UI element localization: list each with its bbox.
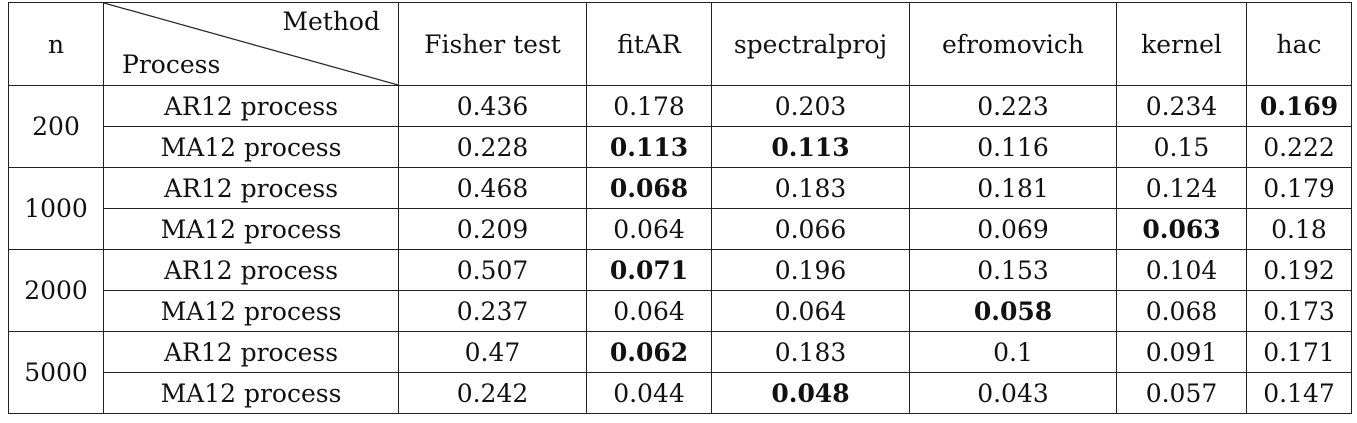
value-cell: 0.064: [587, 291, 712, 332]
value-cell: [587, 168, 712, 209]
results-table: [8, 2, 1352, 414]
header-row: [9, 3, 1352, 86]
value-cell: 0.179: [1247, 168, 1352, 209]
value-cell: 0.223: [910, 86, 1117, 127]
process-name: AR12 process: [104, 332, 399, 373]
value-cell: 0.1: [910, 332, 1117, 373]
table-row: [9, 332, 1352, 373]
value-cell: 0.178: [587, 86, 712, 127]
value-cell: [587, 250, 712, 291]
value-cell: 0.242: [399, 373, 587, 414]
method-header: kernel: [1117, 3, 1247, 86]
value-cell: 0.104: [1117, 250, 1247, 291]
best-value: 0.113: [609, 132, 689, 162]
process-name: MA12 process: [104, 209, 399, 250]
process-name: AR12 process: [104, 86, 399, 127]
value-cell: 0.171: [1247, 332, 1352, 373]
process-method-header: [104, 3, 399, 86]
n-value: 5000: [9, 332, 104, 414]
value-cell: 0.209: [399, 209, 587, 250]
value-cell: 0.237: [399, 291, 587, 332]
value-cell: 0.18: [1247, 209, 1352, 250]
value-cell: 0.044: [587, 373, 712, 414]
method-header: fitAR: [587, 3, 712, 86]
value-cell: 0.436: [399, 86, 587, 127]
value-cell: 0.196: [712, 250, 910, 291]
best-value: 0.169: [1259, 91, 1339, 121]
value-cell: [587, 332, 712, 373]
value-cell: 0.064: [587, 209, 712, 250]
best-value: 0.058: [973, 296, 1053, 326]
table-row: [9, 209, 1352, 250]
process-name: MA12 process: [104, 127, 399, 168]
table-row: [9, 127, 1352, 168]
value-cell: [1247, 86, 1352, 127]
process-name: AR12 process: [104, 168, 399, 209]
process-name: MA12 process: [104, 291, 399, 332]
value-cell: 0.47: [399, 332, 587, 373]
value-cell: 0.066: [712, 209, 910, 250]
value-cell: 0.043: [910, 373, 1117, 414]
value-cell: 0.15: [1117, 127, 1247, 168]
method-header: efromovich: [910, 3, 1117, 86]
best-value: 0.048: [771, 378, 850, 408]
value-cell: 0.234: [1117, 86, 1247, 127]
value-cell: 0.147: [1247, 373, 1352, 414]
value-cell: [712, 127, 910, 168]
n-value: 1000: [9, 168, 104, 250]
value-cell: 0.203: [712, 86, 910, 127]
value-cell: 0.153: [910, 250, 1117, 291]
value-cell: 0.181: [910, 168, 1117, 209]
process-name: MA12 process: [104, 373, 399, 414]
best-value: 0.068: [609, 173, 689, 203]
value-cell: 0.228: [399, 127, 587, 168]
table-row: [9, 86, 1352, 127]
value-cell: [1117, 209, 1247, 250]
value-cell: 0.091: [1117, 332, 1247, 373]
value-cell: [712, 373, 910, 414]
value-cell: 0.064: [712, 291, 910, 332]
value-cell: 0.057: [1117, 373, 1247, 414]
n-value: 2000: [9, 250, 104, 332]
value-cell: 0.192: [1247, 250, 1352, 291]
method-label: Method: [282, 7, 380, 36]
value-cell: 0.116: [910, 127, 1117, 168]
table-row: [9, 291, 1352, 332]
value-cell: 0.068: [1117, 291, 1247, 332]
value-cell: 0.183: [712, 332, 910, 373]
method-header: hac: [1247, 3, 1352, 86]
table-row: [9, 373, 1352, 414]
best-value: 0.062: [609, 337, 689, 367]
best-value: 0.071: [609, 255, 689, 285]
value-cell: 0.173: [1247, 291, 1352, 332]
n-header: n: [9, 3, 104, 86]
table-row: [9, 168, 1352, 209]
process-name: AR12 process: [104, 250, 399, 291]
value-cell: 0.222: [1247, 127, 1352, 168]
value-cell: 0.507: [399, 250, 587, 291]
best-value: 0.113: [771, 132, 850, 162]
value-cell: [587, 127, 712, 168]
value-cell: 0.124: [1117, 168, 1247, 209]
value-cell: 0.069: [910, 209, 1117, 250]
best-value: 0.063: [1142, 214, 1221, 244]
method-header: Fisher test: [399, 3, 587, 86]
value-cell: 0.183: [712, 168, 910, 209]
method-header: spectralproj: [712, 3, 910, 86]
process-label: Process: [122, 50, 221, 79]
value-cell: 0.468: [399, 168, 587, 209]
n-value: 200: [9, 86, 104, 168]
value-cell: [910, 291, 1117, 332]
table-row: [9, 250, 1352, 291]
